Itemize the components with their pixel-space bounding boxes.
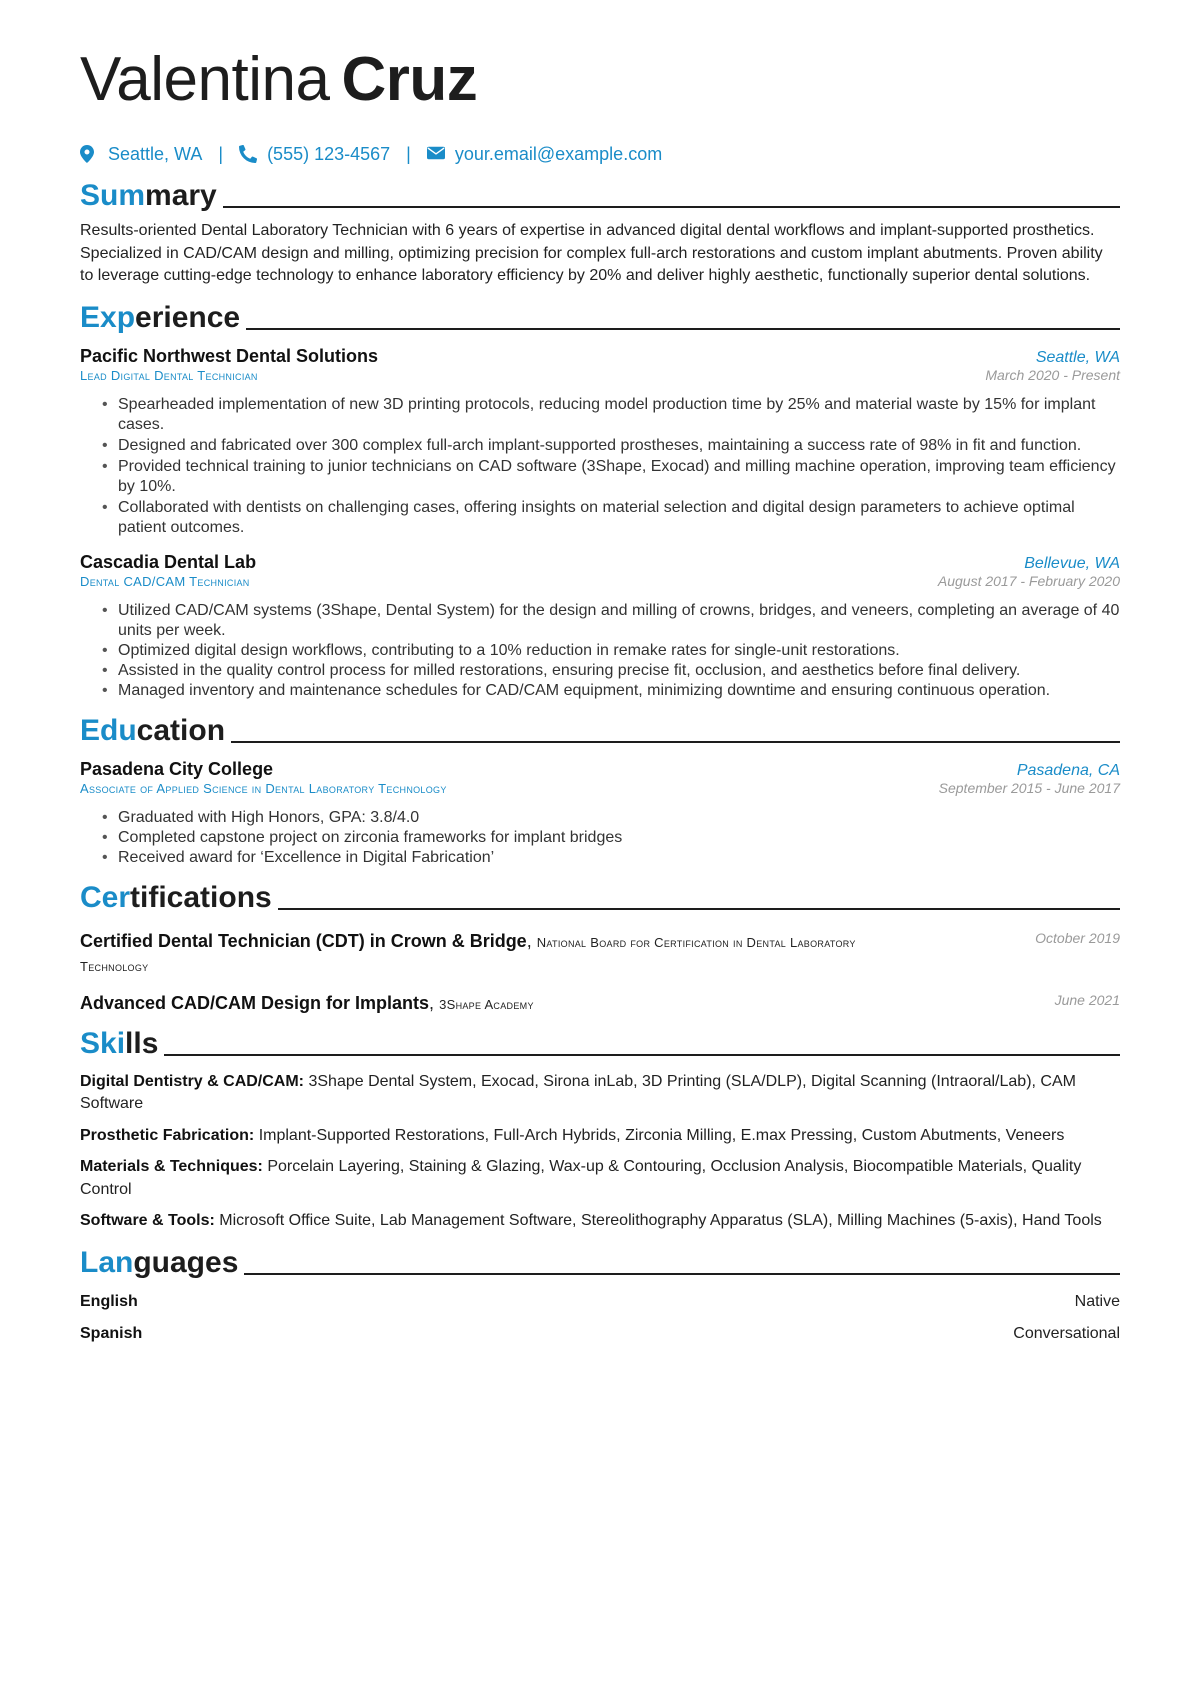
job-location: Seattle, WA bbox=[1035, 348, 1120, 366]
education-bullets bbox=[80, 808, 1120, 868]
section-rule bbox=[244, 1273, 1120, 1275]
map-pin-icon bbox=[80, 145, 98, 163]
list-item: • Collaborated with dentists on challenging cases, offering insights on material selection and digital design parameters to achieve optimal patient outcomes. bbox=[102, 498, 1120, 538]
skills-heading: Skills bbox=[80, 1026, 1120, 1062]
phone-text: (555) 123-4567 bbox=[267, 143, 391, 164]
skill-label: Prosthetic Fabrication: bbox=[80, 1126, 255, 1144]
certification-date: October 2019 bbox=[1035, 929, 1120, 946]
job-dates: March 2020 - Present bbox=[985, 366, 1120, 383]
certification-name: Certified Dental Technician (CDT) in Crown & Bridge bbox=[80, 930, 527, 951]
list-item: • Spearheaded implementation of new 3D printing protocols, reducing model production time by 25% and material waste by 15% for implant cases. bbox=[102, 395, 1120, 435]
skill-row bbox=[80, 1125, 1120, 1148]
skill-value: Microsoft Office Suite, Lab Management Software, Stereolithography Apparatus (SLA), Milling Machines (5-axis), Hand Tools bbox=[219, 1212, 1102, 1229]
certifications-heading: Certifications bbox=[80, 880, 1120, 916]
list-item: • Designed and fabricated over 300 complex full-arch implant-supported prostheses, maintaining a success rate of 98% in fit and function. bbox=[102, 436, 1120, 456]
languages-heading: Languages bbox=[80, 1245, 1120, 1281]
certification-name: Advanced CAD/CAM Design for Implants bbox=[80, 992, 430, 1013]
certification-date: June 2021 bbox=[1054, 991, 1120, 1008]
section-rule bbox=[246, 328, 1120, 330]
job-role: Dental CAD/CAM Technician bbox=[80, 573, 250, 589]
job-entry bbox=[80, 346, 1120, 538]
language-level: Native bbox=[1074, 1292, 1120, 1310]
skill-row bbox=[80, 1071, 1120, 1116]
certification-entry: Advanced CAD/CAM Design for Implants, 3Shape Academy June 2021 bbox=[80, 991, 1120, 1013]
list-item: • Managed inventory and maintenance schedules for CAD/CAM equipment, minimizing downtime and ensuring continuous operation. bbox=[102, 681, 1120, 701]
job-bullets bbox=[80, 601, 1120, 701]
list-item: • Provided technical training to junior technicians on CAD software (3Shape, Exocad) and milling machine operation, improving team efficiency by 10%. bbox=[102, 457, 1120, 497]
contact-location bbox=[80, 144, 202, 165]
summary-text: Results-oriented Dental Laboratory Technician with 6 years of expertise in advanced digital dental workflows and implant-supported prosthetics. Specialized in CAD/CAM design and milling, optimizing precision for complex full-arch restorations and custom implant abutments. Proven ability to leverage cutting-edge technology to enhance laboratory efficiency by 20% and deliver highly aesthetic, functionally superior dental solutions. bbox=[80, 222, 1103, 284]
list-item: • Completed capstone project on zirconia frameworks for implant bridges bbox=[102, 828, 1120, 848]
language-level: Conversational bbox=[1013, 1324, 1120, 1342]
contact-bar bbox=[80, 142, 1120, 166]
phone-icon bbox=[239, 145, 257, 163]
education-entry bbox=[80, 759, 1120, 868]
job-dates: August 2017 - February 2020 bbox=[937, 572, 1120, 589]
job-location: Bellevue, WA bbox=[1024, 554, 1120, 572]
last-name: Cruz bbox=[341, 45, 478, 114]
section-rule bbox=[278, 908, 1120, 910]
education-heading: Education bbox=[80, 713, 1120, 749]
certification-issuer: National Board for Certification in Dental Laboratory Technology bbox=[80, 934, 856, 974]
school-location: Pasadena, CA bbox=[1016, 761, 1120, 779]
certification-entry: Certified Dental Technician (CDT) in Crown & Bridge, National Board for Certification in Dental Laboratory Technology October 2019 bbox=[80, 929, 1120, 974]
certification-issuer: 3Shape Academy bbox=[439, 996, 534, 1012]
job-bullets bbox=[80, 395, 1120, 538]
skill-value: Porcelain Layering, Staining & Glazing, Wax-up & Contouring, Occlusion Analysis, Biocompatible Materials, Quality Control bbox=[80, 1158, 1082, 1198]
company-name: Cascadia Dental Lab bbox=[80, 551, 257, 572]
resume-page bbox=[80, 44, 1120, 1345]
skill-row bbox=[80, 1210, 1120, 1233]
skill-value: 3Shape Dental System, Exocad, Sirona inLab, 3D Printing (SLA/DLP), Digital Scanning (Intraoral/Lab), CAM Software bbox=[80, 1072, 1076, 1112]
summary-heading: Summary bbox=[80, 178, 1120, 214]
contact-phone[interactable] bbox=[239, 144, 390, 165]
section-rule bbox=[223, 206, 1120, 208]
list-item: • Graduated with High Honors, GPA: 3.8/4.0 bbox=[102, 808, 1120, 828]
list-item: • Received award for ‘Excellence in Digital Fabrication’ bbox=[102, 848, 1120, 868]
language-row bbox=[80, 1323, 1120, 1345]
skill-label: Software & Tools: bbox=[80, 1212, 215, 1229]
experience-heading: Experience bbox=[80, 300, 1120, 336]
skill-label: Materials & Techniques: bbox=[80, 1158, 263, 1175]
contact-separator: | bbox=[406, 143, 411, 164]
contact-email[interactable] bbox=[427, 144, 662, 165]
degree: Associate of Applied Science in Dental Laboratory Technology bbox=[80, 780, 447, 796]
job-role: Lead Digital Dental Technician bbox=[80, 367, 258, 383]
language-row bbox=[80, 1291, 1120, 1313]
email-link[interactable]: your.email@example.com bbox=[454, 143, 663, 164]
school-name: Pasadena City College bbox=[80, 758, 274, 779]
skill-label: Digital Dentistry & CAD/CAM: bbox=[80, 1072, 305, 1090]
job-entry bbox=[80, 552, 1120, 701]
candidate-name bbox=[80, 44, 1120, 116]
location-text: Seattle, WA bbox=[108, 143, 203, 164]
first-name: Valentina bbox=[80, 45, 330, 114]
education-dates: September 2015 - June 2017 bbox=[938, 779, 1120, 796]
language-name: Spanish bbox=[80, 1324, 143, 1342]
section-rule bbox=[164, 1054, 1120, 1056]
contact-separator: | bbox=[218, 143, 224, 164]
list-item: • Optimized digital design workflows, contributing to a 10% reduction in remake rates for single-unit restorations. bbox=[102, 641, 1120, 661]
section-rule bbox=[231, 741, 1120, 743]
envelope-icon bbox=[427, 145, 445, 163]
list-item: • Assisted in the quality control process for milled restorations, ensuring precise fit, occlusion, and aesthetics before final delivery. bbox=[102, 661, 1120, 681]
skill-value: Implant-Supported Restorations, Full-Arch Hybrids, Zirconia Milling, E.max Pressing, Custom Abutments, Veneers bbox=[258, 1126, 1065, 1144]
skill-row bbox=[80, 1156, 1120, 1201]
list-item: • Utilized CAD/CAM systems (3Shape, Dental System) for the design and milling of crowns, bridges, and veneers, completing an average of 40 units per week. bbox=[102, 601, 1120, 641]
company-name: Pacific Northwest Dental Solutions bbox=[80, 345, 379, 366]
language-name: English bbox=[80, 1292, 138, 1310]
